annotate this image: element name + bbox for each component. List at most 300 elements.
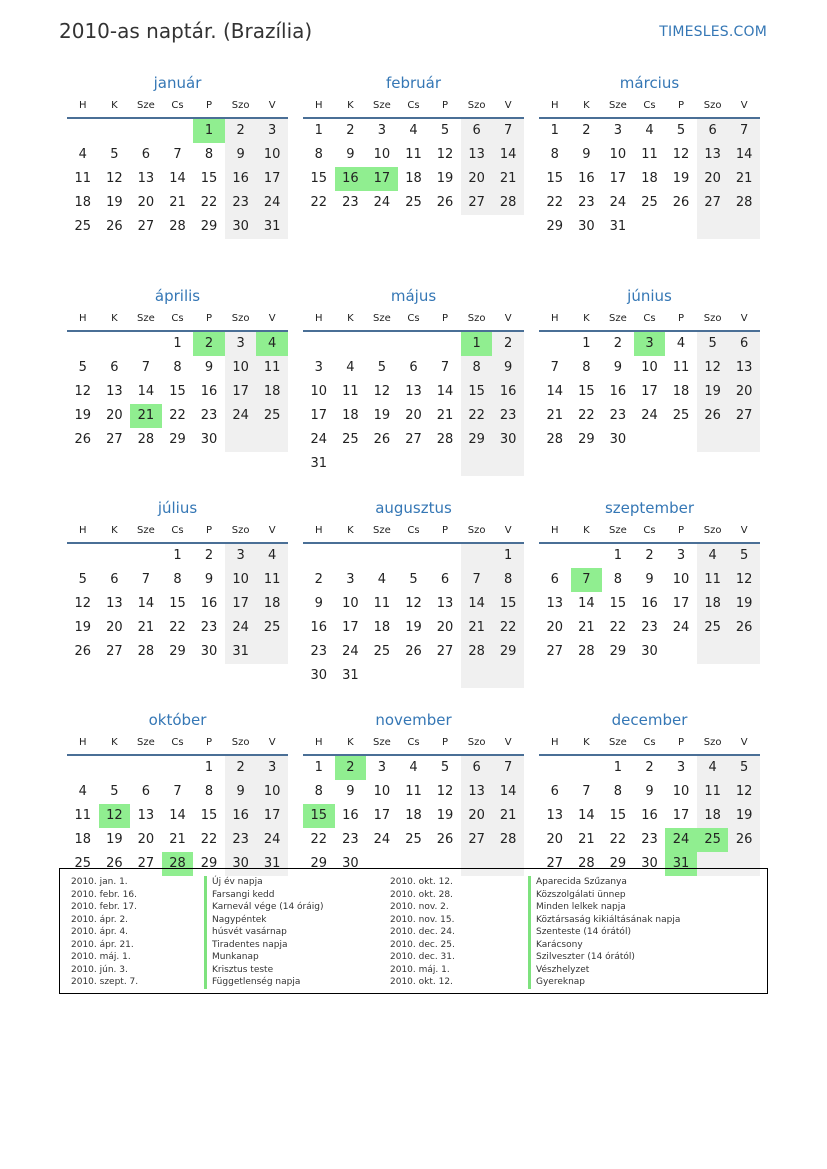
day-cell: 15 xyxy=(310,171,328,186)
weekday-label: V xyxy=(268,524,276,536)
day-cell: 6 xyxy=(110,359,119,375)
empty-cell xyxy=(366,544,398,568)
weekday-label: V xyxy=(504,524,512,536)
weekday-label: V xyxy=(268,737,276,748)
day-cell: 12 xyxy=(728,780,760,804)
day-cell: 21 xyxy=(137,619,155,635)
day-cell: 22 xyxy=(310,195,328,210)
weekday-header xyxy=(539,519,760,544)
day-cell: 11 xyxy=(256,356,288,380)
day-cell: 27 xyxy=(461,828,493,852)
weekday-label: K xyxy=(111,100,118,111)
weekday-label: H xyxy=(315,524,323,536)
empty-cell xyxy=(697,215,729,239)
day-cell: 14 xyxy=(436,383,454,399)
holiday-date: 2010. jún. 3. xyxy=(71,964,128,975)
weekday-label: V xyxy=(740,737,748,748)
weekday-label: P xyxy=(442,524,449,536)
holiday-name: húsvét vasárnap xyxy=(204,926,324,939)
day-cell: 16 xyxy=(641,808,658,823)
day-cell: 1 xyxy=(173,335,182,351)
day-cell: 1 xyxy=(492,544,524,568)
day-cell: 10 xyxy=(256,780,288,804)
weekday-label: K xyxy=(111,312,118,324)
day-cell: 20 xyxy=(461,804,493,828)
day-cell: 8 xyxy=(550,147,559,162)
day-cell: 13 xyxy=(728,356,760,380)
day-cell: 5 xyxy=(728,544,760,568)
empty-cell xyxy=(130,119,162,143)
weekday-label: Sze xyxy=(137,737,155,748)
day-cell: 8 xyxy=(582,359,591,375)
day-cell: 18 xyxy=(74,832,92,847)
month-name: október xyxy=(148,711,207,729)
empty-cell xyxy=(571,756,603,780)
weekday-label: H xyxy=(79,737,87,748)
empty-cell xyxy=(398,452,430,476)
brand-link[interactable]: TIMESLES.COM xyxy=(659,24,767,40)
day-cell: 3 xyxy=(225,544,257,568)
day-cell: 22 xyxy=(200,195,218,210)
day-cell: 15 xyxy=(492,592,524,616)
weekday-header xyxy=(67,519,288,544)
day-cell: 5 xyxy=(78,359,87,375)
day-cell: 5 xyxy=(440,760,450,775)
day-cell: 23 xyxy=(641,619,658,635)
day-cell: 19 xyxy=(672,171,690,186)
day-cell: 12 xyxy=(728,568,760,592)
day-cell: 14 xyxy=(137,383,155,399)
day-cell: 23 xyxy=(310,643,328,659)
empty-cell xyxy=(162,119,194,143)
empty-cell xyxy=(130,544,162,568)
month-block xyxy=(539,497,760,710)
day-cell: 12 xyxy=(106,171,123,186)
weekday-label: H xyxy=(79,100,87,111)
holiday-date: 2010. ápr. 21. xyxy=(71,939,134,950)
day-cell: 24 xyxy=(641,407,658,423)
day-cell: 28 xyxy=(492,828,524,852)
weekday-label: K xyxy=(347,524,354,536)
weekday-label: K xyxy=(111,737,118,748)
empty-cell xyxy=(429,332,461,356)
month-block xyxy=(67,72,288,285)
holiday-day-cell: 2 xyxy=(193,332,225,356)
day-cell: 5 xyxy=(676,123,686,138)
day-cell: 4 xyxy=(78,147,87,162)
day-cell: 11 xyxy=(672,359,690,375)
day-cell: 7 xyxy=(728,119,760,143)
day-cell: 13 xyxy=(405,383,422,399)
weekday-label: Cs xyxy=(407,100,420,111)
day-cell: 9 xyxy=(613,359,623,375)
day-cell: 8 xyxy=(613,571,623,587)
day-cell: 29 xyxy=(492,640,524,664)
day-cell: 15 xyxy=(578,383,595,399)
day-cell: 2 xyxy=(225,119,257,143)
day-cell: 19 xyxy=(728,804,760,828)
holiday-day-cell: 17 xyxy=(366,167,398,191)
day-cell: 13 xyxy=(436,595,454,611)
month-name: augusztus xyxy=(375,498,452,517)
day-cell: 14 xyxy=(169,171,186,186)
day-cell: 16 xyxy=(200,383,218,399)
day-cell: 12 xyxy=(405,595,422,611)
day-cell: 3 xyxy=(377,123,387,138)
month-name: június xyxy=(627,286,672,305)
day-cell: 15 xyxy=(200,171,218,186)
weekday-label: P xyxy=(678,737,685,748)
weekday-label: Cs xyxy=(643,100,656,111)
weekday-label: V xyxy=(740,100,748,111)
day-cell: 10 xyxy=(641,359,658,375)
weekday-label: Cs xyxy=(643,312,656,324)
day-grid xyxy=(303,756,524,876)
empty-cell xyxy=(335,452,367,476)
day-cell: 11 xyxy=(405,784,422,799)
day-cell: 24 xyxy=(609,195,627,210)
weekday-label: Szo xyxy=(703,312,722,324)
day-cell: 24 xyxy=(256,828,288,852)
weekday-label: Sze xyxy=(609,524,627,536)
month-block xyxy=(303,497,524,710)
day-cell: 11 xyxy=(641,147,658,162)
day-cell: 18 xyxy=(74,195,92,210)
day-cell: 2 xyxy=(645,760,654,775)
day-cell: 1 xyxy=(314,760,323,775)
empty-cell xyxy=(429,664,461,688)
weekday-label: Szo xyxy=(703,100,722,111)
day-cell: 7 xyxy=(141,571,151,587)
empty-cell xyxy=(130,756,162,780)
empty-cell xyxy=(634,428,666,452)
day-cell: 10 xyxy=(672,571,690,587)
weekday-label: K xyxy=(347,100,354,111)
day-cell: 5 xyxy=(440,123,450,138)
weekday-label: Sze xyxy=(609,737,627,748)
day-cell: 24 xyxy=(225,404,257,428)
day-cell: 3 xyxy=(346,571,355,587)
day-cell: 17 xyxy=(342,619,359,635)
month-name: január xyxy=(153,74,202,92)
empty-cell xyxy=(728,640,760,664)
weekday-label: Cs xyxy=(643,524,656,536)
holiday-name: Vészhelyzet xyxy=(528,964,680,977)
day-cell: 5 xyxy=(409,571,418,587)
day-cell: 17 xyxy=(373,808,391,823)
holiday-name: Függetlenség napja xyxy=(204,976,324,989)
day-cell: 7 xyxy=(440,359,450,375)
month-name: április xyxy=(154,286,201,305)
empty-cell xyxy=(665,215,697,239)
month-name: február xyxy=(385,74,442,92)
day-cell: 18 xyxy=(256,380,288,404)
day-cell: 19 xyxy=(405,619,422,635)
day-cell: 3 xyxy=(256,756,288,780)
weekday-label: V xyxy=(268,100,276,111)
weekday-label: Cs xyxy=(407,737,420,748)
day-cell: 20 xyxy=(405,407,422,423)
holiday-name: Nagypéntek xyxy=(204,914,324,927)
holiday-name: Tiradentes napja xyxy=(204,939,324,952)
weekday-label: V xyxy=(268,312,276,324)
weekday-header xyxy=(303,94,524,119)
day-cell: 26 xyxy=(74,431,92,447)
day-cell: 21 xyxy=(461,616,493,640)
day-cell: 11 xyxy=(256,568,288,592)
weekday-header xyxy=(303,307,524,332)
day-cell: 30 xyxy=(310,667,328,683)
day-cell: 9 xyxy=(204,359,214,375)
day-cell: 8 xyxy=(173,359,182,375)
day-cell: 11 xyxy=(697,568,729,592)
day-cell: 1 xyxy=(173,547,182,563)
day-cell: 21 xyxy=(578,619,595,635)
day-cell: 7 xyxy=(492,756,524,780)
day-cell: 18 xyxy=(697,804,729,828)
empty-cell xyxy=(634,215,666,239)
day-cell: 11 xyxy=(373,595,391,611)
day-cell: 20 xyxy=(106,619,123,635)
weekday-header xyxy=(539,731,760,756)
empty-cell xyxy=(665,640,697,664)
day-cell: 9 xyxy=(204,571,214,587)
day-cell: 8 xyxy=(314,784,323,799)
day-cell: 27 xyxy=(546,643,564,659)
day-cell: 18 xyxy=(641,171,658,186)
day-cell: 29 xyxy=(310,856,328,871)
empty-cell xyxy=(492,452,524,476)
empty-cell xyxy=(256,640,288,664)
empty-cell xyxy=(335,332,367,356)
day-cell: 2 xyxy=(492,332,524,356)
day-cell: 22 xyxy=(169,619,186,635)
holiday-day-cell: 28 xyxy=(162,852,194,876)
day-cell: 11 xyxy=(74,808,92,823)
empty-cell xyxy=(539,332,571,356)
holiday-date: 2010. szept. 7. xyxy=(71,977,139,987)
day-cell: 16 xyxy=(225,167,257,191)
empty-cell xyxy=(303,544,335,568)
day-cell: 10 xyxy=(373,784,391,799)
day-cell: 19 xyxy=(373,407,391,423)
day-cell: 19 xyxy=(106,832,123,847)
day-cell: 6 xyxy=(461,756,493,780)
day-cell: 28 xyxy=(728,191,760,215)
weekday-header xyxy=(67,731,288,756)
weekday-label: Sze xyxy=(609,100,627,111)
month-block xyxy=(539,72,760,285)
holiday-name: Új év napja xyxy=(204,876,324,889)
day-cell: 3 xyxy=(613,123,623,138)
empty-cell xyxy=(256,428,288,452)
day-cell: 6 xyxy=(697,119,729,143)
day-cell: 5 xyxy=(697,332,729,356)
holiday-name: Köztársaság kikiáltásának napja xyxy=(528,914,680,927)
day-cell: 26 xyxy=(106,856,123,871)
weekday-label: K xyxy=(111,524,118,536)
holiday-name: Aparecida Szűzanya xyxy=(528,876,680,889)
day-cell: 23 xyxy=(609,407,627,423)
day-grid xyxy=(539,544,760,664)
day-cell: 6 xyxy=(550,784,559,799)
day-cell: 1 xyxy=(550,123,559,138)
holiday-legend xyxy=(59,868,768,994)
day-cell: 11 xyxy=(405,147,422,162)
day-cell: 1 xyxy=(613,547,623,563)
weekday-label: Szo xyxy=(231,100,250,111)
day-grid xyxy=(67,119,288,239)
day-cell: 30 xyxy=(225,215,257,239)
day-cell: 19 xyxy=(436,171,454,186)
day-cell: 15 xyxy=(546,171,564,186)
day-cell: 26 xyxy=(436,195,454,210)
day-cell: 6 xyxy=(728,332,760,356)
holiday-day-cell: 2 xyxy=(335,756,367,780)
day-grid xyxy=(67,332,288,452)
day-cell: 6 xyxy=(440,571,450,587)
day-cell: 30 xyxy=(225,852,257,876)
weekday-header xyxy=(67,94,288,119)
weekday-label: Szo xyxy=(467,524,486,536)
weekday-label: V xyxy=(740,524,748,536)
day-cell: 30 xyxy=(342,856,359,871)
day-grid xyxy=(67,544,288,664)
day-cell: 7 xyxy=(550,359,559,375)
weekday-label: Cs xyxy=(407,312,420,324)
day-cell: 19 xyxy=(74,619,92,635)
holiday-name: Közszolgálati ünnep xyxy=(528,889,680,902)
day-cell: 9 xyxy=(645,571,654,587)
holiday-name: Munkanap xyxy=(204,951,324,964)
weekday-label: P xyxy=(678,524,685,536)
day-cell: 3 xyxy=(225,332,257,356)
day-cell: 14 xyxy=(492,780,524,804)
day-cell: 9 xyxy=(346,147,355,162)
day-cell: 2 xyxy=(582,123,591,138)
holiday-day-cell: 7 xyxy=(571,568,603,592)
day-cell: 30 xyxy=(641,856,658,871)
weekday-label: K xyxy=(583,524,590,536)
empty-cell xyxy=(492,664,524,688)
day-cell: 24 xyxy=(225,616,257,640)
day-cell: 17 xyxy=(225,380,257,404)
weekday-label: Cs xyxy=(171,737,184,748)
day-cell: 1 xyxy=(204,760,214,775)
day-cell: 17 xyxy=(225,592,257,616)
day-grid xyxy=(539,756,760,876)
day-cell: 30 xyxy=(578,219,595,234)
day-cell: 25 xyxy=(74,219,92,234)
day-cell: 9 xyxy=(314,595,323,611)
weekday-label: Cs xyxy=(407,524,420,536)
day-cell: 30 xyxy=(200,431,218,447)
day-cell: 18 xyxy=(373,619,391,635)
day-cell: 29 xyxy=(169,643,186,659)
day-cell: 7 xyxy=(173,784,182,799)
day-cell: 29 xyxy=(461,428,493,452)
day-cell: 10 xyxy=(672,784,690,799)
day-cell: 5 xyxy=(728,756,760,780)
day-grid xyxy=(539,119,760,239)
day-cell: 6 xyxy=(141,784,151,799)
empty-cell xyxy=(665,428,697,452)
holiday-date: 2010. nov. 2. xyxy=(390,902,449,912)
weekday-label: Szo xyxy=(467,100,486,111)
holiday-day-cell: 31 xyxy=(665,852,697,876)
day-cell: 25 xyxy=(256,404,288,428)
day-cell: 2 xyxy=(314,571,323,587)
day-grid xyxy=(303,332,524,476)
day-cell: 18 xyxy=(405,808,422,823)
day-cell: 12 xyxy=(436,784,454,799)
weekday-label: H xyxy=(551,100,559,111)
empty-cell xyxy=(67,756,99,780)
day-cell: 4 xyxy=(645,123,654,138)
day-cell: 25 xyxy=(697,616,729,640)
empty-cell xyxy=(67,119,99,143)
empty-cell xyxy=(303,332,335,356)
day-cell: 17 xyxy=(310,407,328,423)
holiday-date: 2010. dec. 24. xyxy=(390,927,455,937)
day-cell: 12 xyxy=(436,147,454,162)
day-cell: 23 xyxy=(641,832,658,847)
holiday-date: 2010. okt. 28. xyxy=(390,889,453,900)
weekday-label: P xyxy=(442,737,449,748)
day-cell: 9 xyxy=(225,780,257,804)
day-cell: 22 xyxy=(609,619,627,635)
holiday-day-cell: 25 xyxy=(697,828,729,852)
weekday-label: K xyxy=(347,312,354,324)
day-cell: 25 xyxy=(256,616,288,640)
holiday-date: 2010. ápr. 4. xyxy=(71,927,129,937)
day-cell: 24 xyxy=(342,643,359,659)
empty-cell xyxy=(99,756,131,780)
day-cell: 20 xyxy=(436,619,454,635)
weekday-label: Sze xyxy=(137,100,155,111)
day-cell: 10 xyxy=(373,147,391,162)
day-cell: 26 xyxy=(728,828,760,852)
day-cell: 4 xyxy=(78,784,87,799)
weekday-label: V xyxy=(504,312,512,324)
weekday-header xyxy=(539,94,760,119)
day-cell: 29 xyxy=(200,219,218,234)
day-cell: 19 xyxy=(106,195,123,210)
day-cell: 2 xyxy=(225,756,257,780)
weekday-label: Sze xyxy=(137,524,155,536)
legend-dates-left xyxy=(71,876,138,989)
weekday-label: Sze xyxy=(373,737,391,748)
holiday-day-cell: 12 xyxy=(99,804,131,828)
day-cell: 14 xyxy=(578,595,595,611)
holiday-date: 2010. dec. 31. xyxy=(390,952,455,962)
day-cell: 12 xyxy=(672,147,690,162)
weekday-label: V xyxy=(504,737,512,748)
day-cell: 27 xyxy=(461,191,493,215)
day-cell: 28 xyxy=(546,431,564,447)
day-cell: 12 xyxy=(74,383,92,399)
day-cell: 2 xyxy=(645,547,654,563)
day-cell: 10 xyxy=(609,147,627,162)
holiday-name: Szilveszter (14 órától) xyxy=(528,951,680,964)
day-cell: 29 xyxy=(609,643,627,659)
day-cell: 18 xyxy=(342,407,359,423)
day-cell: 5 xyxy=(78,571,87,587)
day-cell: 29 xyxy=(169,431,186,447)
empty-cell xyxy=(99,332,131,356)
day-cell: 19 xyxy=(728,592,760,616)
calendar-grid xyxy=(67,72,760,922)
